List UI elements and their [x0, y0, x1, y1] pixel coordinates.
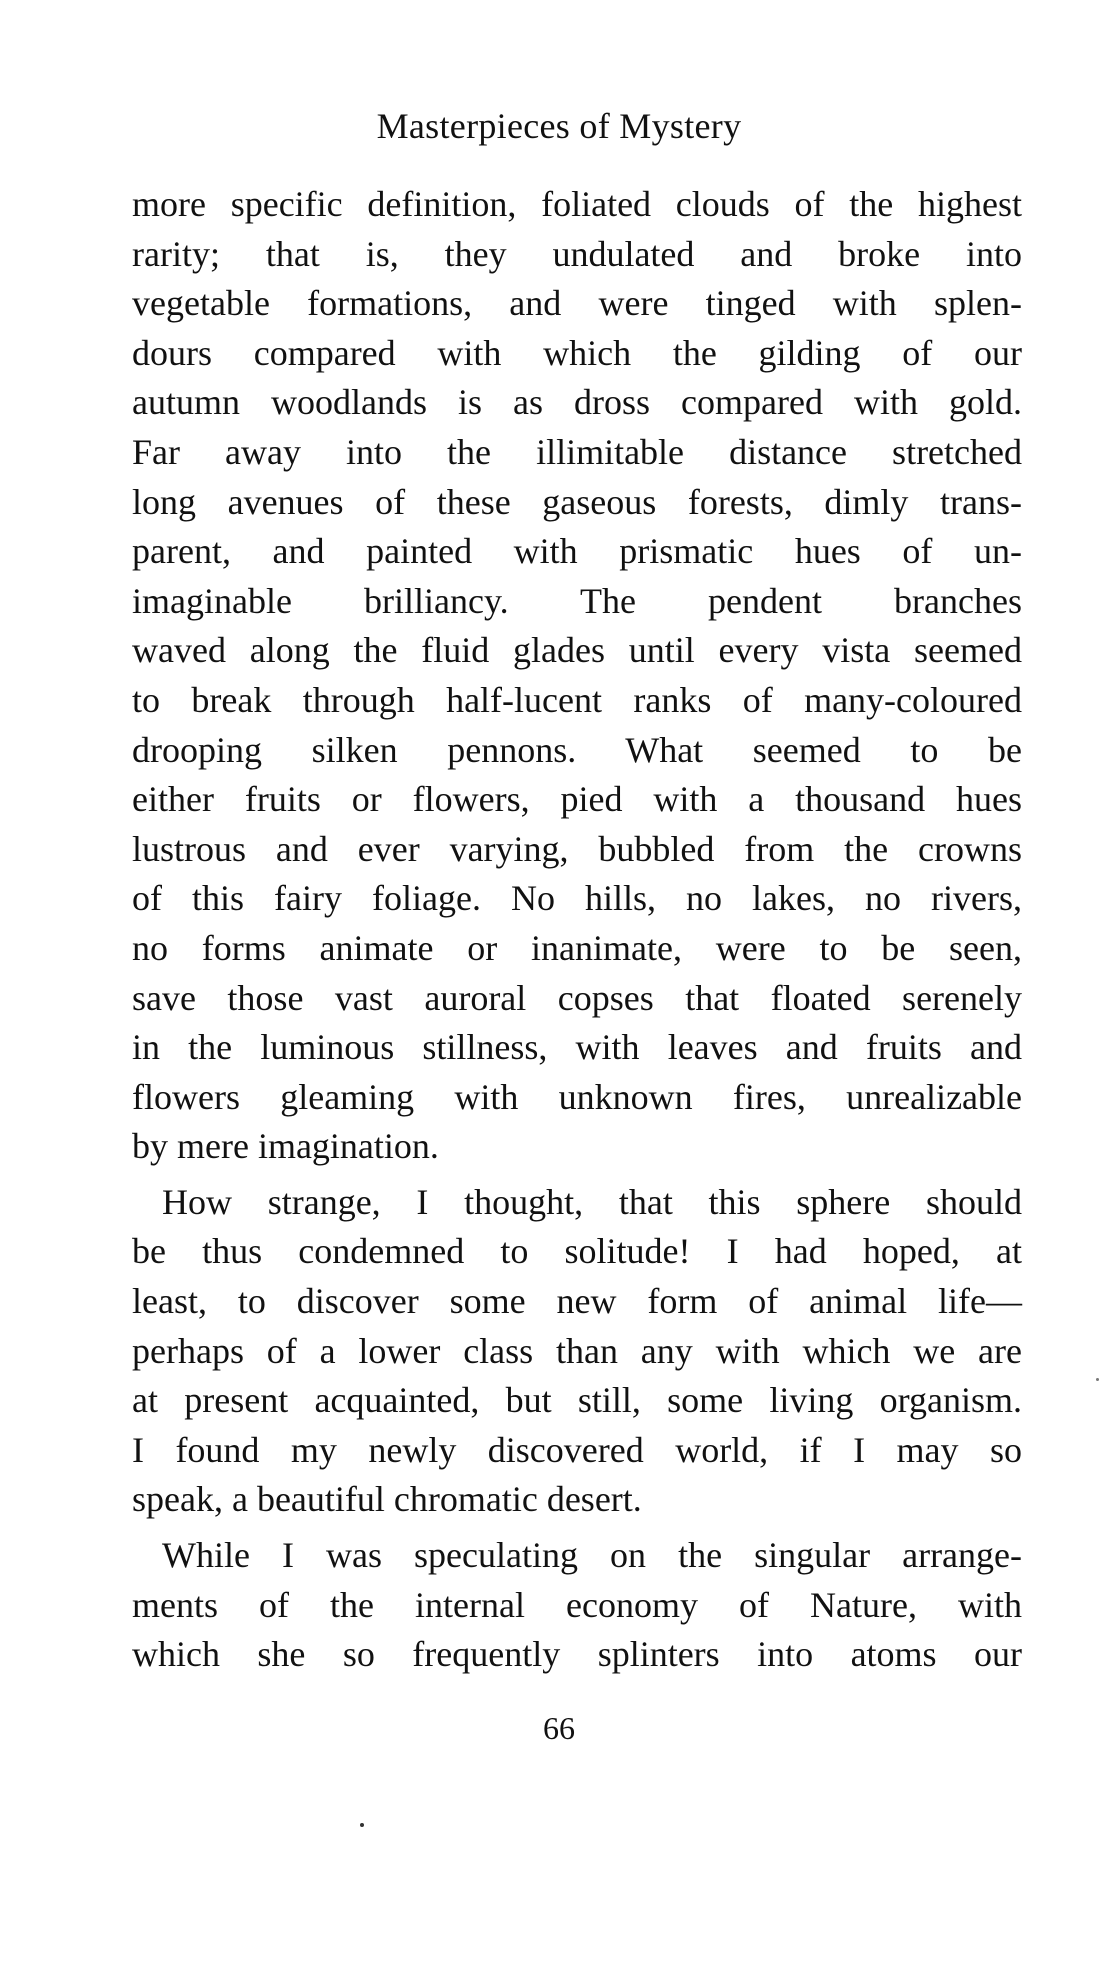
text-line: by mere imagination. [132, 1126, 439, 1167]
text-line: autumn woodlands is as dross compared with gold. [132, 382, 1022, 423]
text-line: no forms animate or inanimate, were to be seen, [132, 927, 1022, 968]
text-line: of this fairy foliage. No hills, no lakes, no rivers, [132, 878, 1022, 919]
text-line: least, to discover some new form of animal life— [132, 1281, 1022, 1322]
paragraph [132, 1178, 1022, 1525]
text-line: waved along the fluid glades until every vista seemed [132, 630, 1022, 671]
text-line: save those vast auroral copses that floated serenely [132, 977, 1022, 1018]
text-line: in the luminous stillness, with leaves and fruits and [132, 1027, 1022, 1068]
text-line: While I was speculating on the singular arrange- [162, 1535, 1022, 1576]
text-line: Far away into the illimitable distance stretched [132, 431, 1022, 472]
ink-speck [1096, 1378, 1099, 1381]
text-line: which she so frequently splinters into atoms our [132, 1634, 1022, 1675]
body-text [132, 180, 1022, 1680]
text-line: vegetable formations, and were tinged with splen- [132, 283, 1022, 324]
text-line: either fruits or flowers, pied with a thousand hues [132, 779, 1022, 820]
text-line: How strange, I thought, that this sphere should [162, 1181, 1022, 1222]
text-line: long avenues of these gaseous forests, dimly trans- [132, 481, 1022, 522]
text-line: at present acquainted, but still, some living organism. [132, 1380, 1022, 1421]
text-line: parent, and painted with prismatic hues of un- [132, 531, 1022, 572]
text-line: be thus condemned to solitude! I had hoped, at [132, 1231, 1022, 1272]
text-line: imaginable brilliancy. The pendent branches [132, 580, 1022, 621]
text-line: I found my newly discovered world, if I may so [132, 1429, 1022, 1470]
page-number: 66 [543, 1710, 575, 1746]
text-line: more specific definition, foliated clouds of the highest [132, 184, 1022, 224]
text-line: dours compared with which the gilding of our [132, 332, 1022, 373]
running-head: Masterpieces of Mystery [376, 106, 742, 146]
text-line: speak, a beautiful chromatic desert. [132, 1479, 642, 1520]
text-line: rarity; that is, they undulated and broke into [132, 233, 1022, 274]
paragraph [132, 180, 1022, 1172]
text-line: to break through half-lucent ranks of many-coloured [132, 679, 1022, 720]
text-line: flowers gleaming with unknown fires, unrealizable [132, 1076, 1022, 1117]
ink-speck [360, 1823, 364, 1827]
text-line: lustrous and ever varying, bubbled from the crowns [132, 828, 1022, 869]
text-line: drooping silken pennons. What seemed to be [132, 729, 1022, 770]
paragraph [132, 1531, 1022, 1680]
text-line: perhaps of a lower class than any with which we are [132, 1330, 1022, 1371]
text-line: ments of the internal economy of Nature, with [132, 1584, 1022, 1625]
